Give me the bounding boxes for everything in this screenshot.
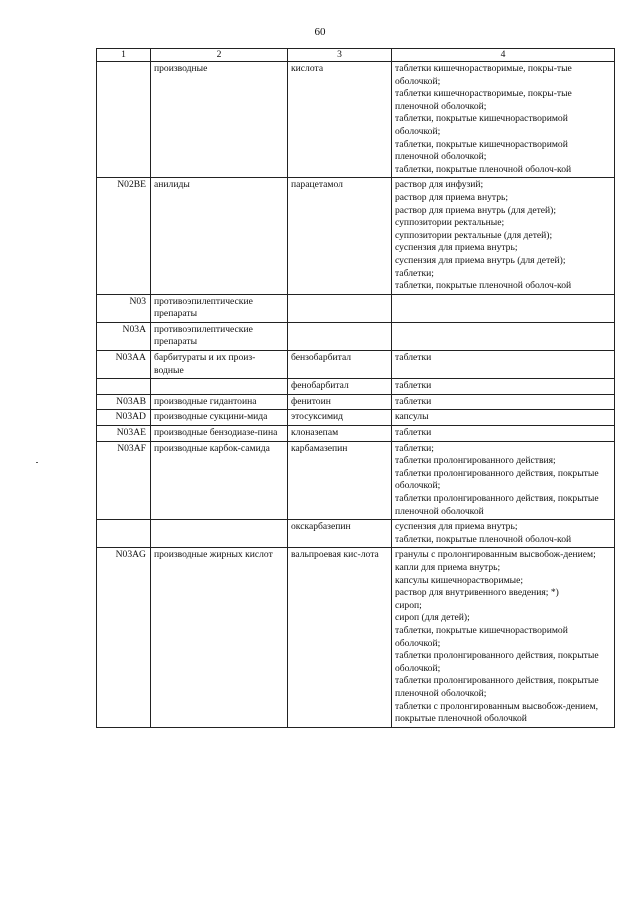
dosage-forms-cell bbox=[392, 294, 615, 322]
dosage-form: капли для приема внутрь; bbox=[395, 561, 501, 573]
group-name-cell: анилиды bbox=[151, 178, 288, 294]
dosage-forms-cell bbox=[392, 394, 615, 410]
atc-code-cell: N03 bbox=[97, 294, 151, 322]
dosage-form: таблетки кишечнорастворимые, покры-тые оболочкой; bbox=[395, 63, 572, 87]
dosage-form: таблетки; bbox=[395, 442, 434, 454]
dosage-form: сироп (для детей); bbox=[395, 612, 470, 624]
dosage-forms-cell bbox=[392, 548, 615, 727]
dosage-form: раствор для приема внутрь; bbox=[395, 191, 509, 203]
atc-code-cell: N03AF bbox=[97, 441, 151, 520]
group-name-cell: производные бензодиазе-пина bbox=[151, 426, 288, 442]
substance-cell: бензобарбитал bbox=[288, 351, 392, 379]
atc-code-cell: N03AE bbox=[97, 426, 151, 442]
substance-cell: фенитоин bbox=[288, 394, 392, 410]
atc-code-cell bbox=[97, 379, 151, 395]
group-name-cell: производные жирных кислот bbox=[151, 548, 288, 727]
group-name-cell: производные гидантоина bbox=[151, 394, 288, 410]
column-header: 3 bbox=[288, 49, 392, 62]
dosage-form: раствор для приема внутрь (для детей); bbox=[395, 204, 557, 216]
atc-code-cell: N03AD bbox=[97, 410, 151, 426]
group-name-cell: производные сукцини-мида bbox=[151, 410, 288, 426]
atc-code-cell: N03AB bbox=[97, 394, 151, 410]
dosage-form: таблетки, покрытые кишечнорастворимой оболочкой; bbox=[395, 113, 568, 137]
dosage-form: таблетки пролонгированного действия, покрытые пленочной оболочкой; bbox=[395, 675, 599, 699]
group-name-cell: производные bbox=[151, 62, 288, 178]
table-row bbox=[97, 379, 615, 395]
dosage-form: гранулы с пролонгированным высвобож-дением; bbox=[395, 549, 596, 561]
dosage-forms-cell bbox=[392, 426, 615, 442]
table-row bbox=[97, 351, 615, 379]
dosage-form: таблетки, покрытые пленочной оболоч-кой bbox=[395, 163, 572, 175]
table-row bbox=[97, 394, 615, 410]
table-row bbox=[97, 426, 615, 442]
dosage-forms-cell bbox=[392, 322, 615, 350]
table-row bbox=[97, 548, 615, 727]
dosage-forms-cell bbox=[392, 379, 615, 395]
column-header: 4 bbox=[392, 49, 615, 62]
substance-cell: парацетамол bbox=[288, 178, 392, 294]
dosage-form: таблетки, покрытые пленочной оболоч-кой bbox=[395, 280, 572, 292]
substance-cell: фенобарбитал bbox=[288, 379, 392, 395]
table-row bbox=[97, 178, 615, 294]
table-row bbox=[97, 62, 615, 178]
dosage-form: суспензия для приема внутрь (для детей); bbox=[395, 254, 566, 266]
dosage-form: таблетки пролонгированного действия, покрытые пленочной оболочкой bbox=[395, 493, 599, 517]
atc-code-cell: N02BE bbox=[97, 178, 151, 294]
dosage-forms-cell bbox=[392, 441, 615, 520]
dosage-form: капсулы bbox=[395, 411, 429, 423]
atc-code-cell bbox=[97, 62, 151, 178]
table-body bbox=[97, 62, 615, 728]
dosage-form: таблетки bbox=[395, 427, 432, 439]
dosage-form: сироп; bbox=[395, 599, 422, 611]
substance-cell: этосуксимид bbox=[288, 410, 392, 426]
dosage-form: таблетки bbox=[395, 395, 432, 407]
dosage-form: суппозитории ректальные (для детей); bbox=[395, 229, 553, 241]
table-row bbox=[97, 294, 615, 322]
group-name-cell bbox=[151, 520, 288, 548]
substance-cell: карбамазепин bbox=[288, 441, 392, 520]
atc-code-cell: N03AA bbox=[97, 351, 151, 379]
dosage-form: капсулы кишечнорастворимые; bbox=[395, 574, 524, 586]
dosage-form: таблетки, покрытые кишечнорастворимой оболочкой; bbox=[395, 624, 568, 649]
table-row bbox=[97, 441, 615, 520]
atc-code-cell: N03AG bbox=[97, 548, 151, 727]
margin-mark bbox=[36, 462, 38, 463]
dosage-form: таблетки; bbox=[395, 267, 434, 279]
dosage-form: таблетки bbox=[395, 352, 432, 364]
group-name-cell bbox=[151, 379, 288, 395]
dosage-form: раствор для внутривенного введения; *) bbox=[395, 587, 559, 599]
dosage-form: таблетки пролонгированного действия, покрытые оболочкой; bbox=[395, 467, 599, 492]
dosage-forms-cell bbox=[392, 410, 615, 426]
substance-cell: окскарбазепин bbox=[288, 520, 392, 548]
table-row bbox=[97, 410, 615, 426]
dosage-form: суспензия для приема внутрь; bbox=[395, 242, 518, 254]
group-name-cell: противоэпилептические препараты bbox=[151, 294, 288, 322]
group-name-cell: производные карбок-самида bbox=[151, 441, 288, 520]
atc-code-cell bbox=[97, 520, 151, 548]
column-header: 1 bbox=[97, 49, 151, 62]
dosage-form: таблетки кишечнорастворимые, покры-тые пленочной оболочкой; bbox=[395, 88, 572, 112]
dosage-form: таблетки, покрытые кишечнорастворимой пленочной оболочкой; bbox=[395, 138, 568, 163]
dosage-form: таблетки пролонгированного действия; bbox=[395, 455, 556, 467]
dosage-forms-cell bbox=[392, 178, 615, 294]
substance-cell bbox=[288, 294, 392, 322]
substance-cell: кислота bbox=[288, 62, 392, 178]
dosage-form: суппозитории ректальные; bbox=[395, 217, 505, 229]
table-row bbox=[97, 322, 615, 350]
dosage-form: таблетки пролонгированного действия, покрытые оболочкой; bbox=[395, 650, 599, 674]
dosage-form: раствор для инфузий; bbox=[395, 179, 484, 191]
group-name-cell: противоэпилептические препараты bbox=[151, 322, 288, 350]
substance-cell bbox=[288, 322, 392, 350]
drug-table bbox=[96, 48, 615, 728]
header-row bbox=[97, 49, 615, 62]
dosage-form: суспензия для приема внутрь; bbox=[395, 521, 518, 533]
dosage-form: таблетки, покрытые пленочной оболоч-кой bbox=[395, 533, 572, 545]
substance-cell: клоназепам bbox=[288, 426, 392, 442]
atc-code-cell: N03A bbox=[97, 322, 151, 350]
dosage-form: таблетки bbox=[395, 380, 432, 392]
dosage-forms-cell bbox=[392, 520, 615, 548]
dosage-form: таблетки с пролонгированным высвобож-дением, покрытые пленочной оболочкой bbox=[395, 700, 599, 725]
page-number: 60 bbox=[314, 26, 326, 38]
group-name-cell: барбитураты и их произ-водные bbox=[151, 351, 288, 379]
substance-cell: вальпроевая кис-лота bbox=[288, 548, 392, 727]
dosage-forms-cell bbox=[392, 351, 615, 379]
column-header: 2 bbox=[151, 49, 288, 62]
dosage-forms-cell bbox=[392, 62, 615, 178]
table-row bbox=[97, 520, 615, 548]
